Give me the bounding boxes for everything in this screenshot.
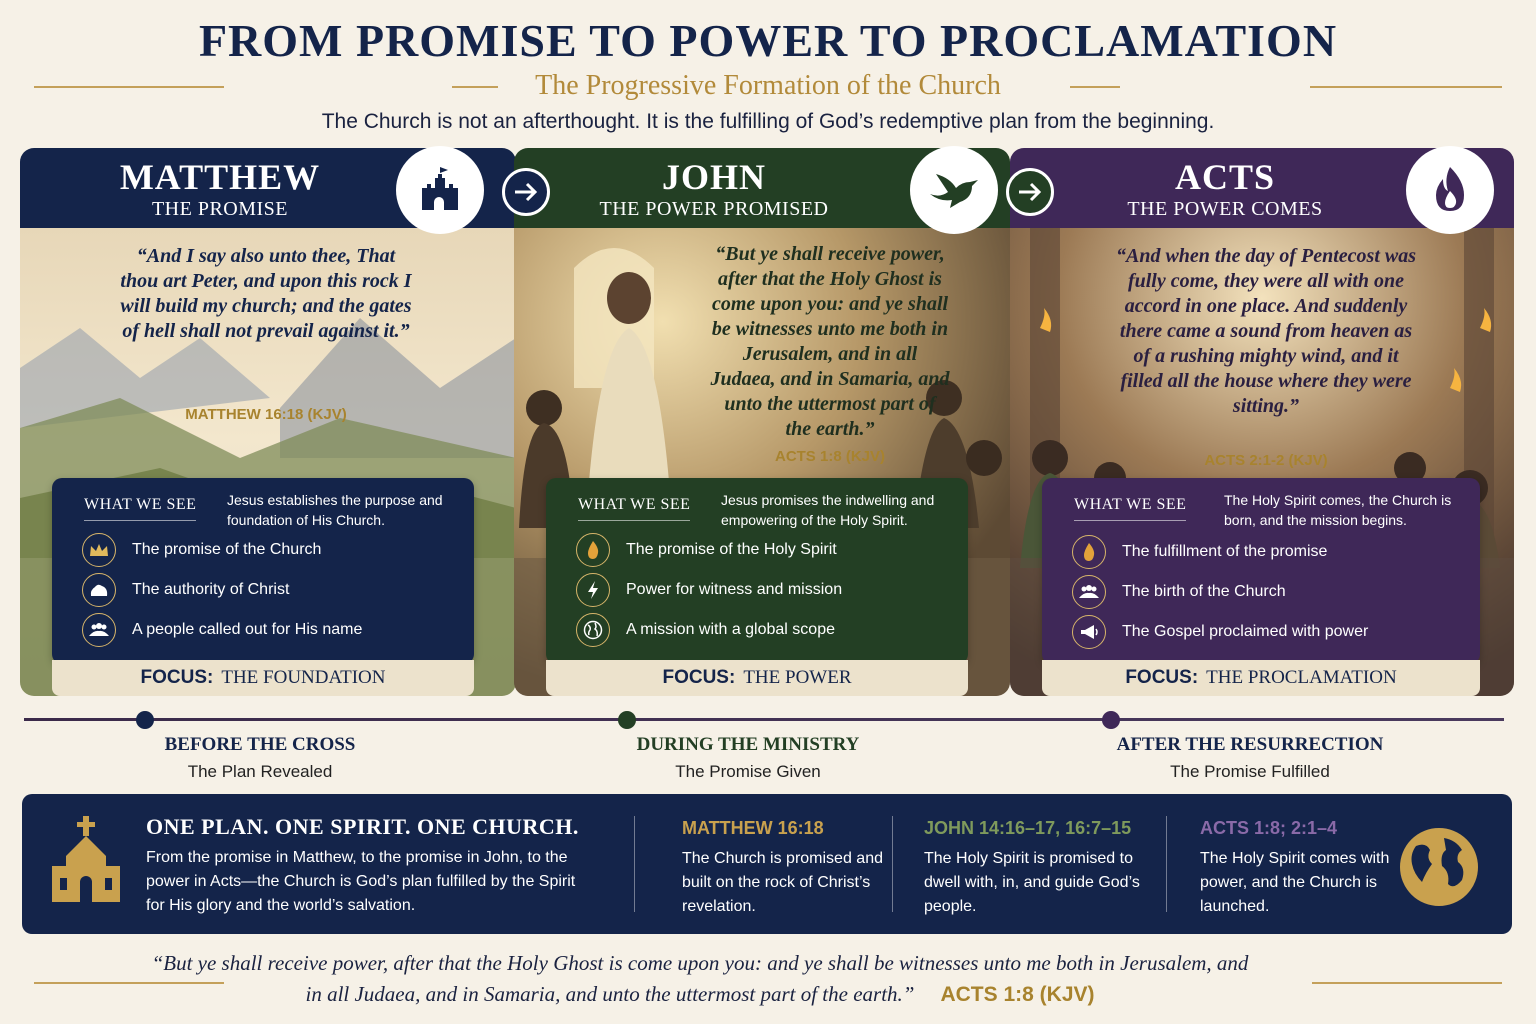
list-item <box>576 532 837 568</box>
john-quote: “But ye shall receive power, after that the Holy Ghost is come upon you: and ye shall be witnesses unto me both in Jerusalem, and in all Judaea, and in Samaria, and unto the uttermost part of the earth.” <box>710 243 950 440</box>
people-icon <box>1072 575 1106 609</box>
dove-icon <box>910 146 998 234</box>
focus-label: FOCUS: <box>1125 667 1199 688</box>
list-item-label: The fulfillment of the promise <box>1122 543 1328 560</box>
what-we-see-panel <box>1042 478 1480 664</box>
divider <box>634 816 635 912</box>
stage-title: BEFORE THE CROSS <box>164 734 356 755</box>
list-item-label: The birth of the Church <box>1122 583 1286 600</box>
subtitle-row <box>0 70 1536 104</box>
column-title: ACTS <box>1174 157 1276 197</box>
what-we-see-panel <box>546 478 968 664</box>
divider <box>1166 816 1167 912</box>
lightning-icon <box>576 573 610 607</box>
list-item <box>1072 534 1327 570</box>
fire-icon <box>1406 146 1494 234</box>
timeline-dot <box>618 711 636 729</box>
list-item-label: Power for witness and mission <box>626 581 843 598</box>
rock-icon <box>82 573 116 607</box>
list-item-label: The promise of the Church <box>132 541 322 558</box>
focus-value: THE POWER <box>743 667 852 688</box>
castle-icon <box>396 146 484 234</box>
reference-acts <box>1200 818 1390 919</box>
column-subtitle: THE PROMISE <box>151 198 289 220</box>
list-item <box>82 532 321 568</box>
list-item-label: The Gospel proclaimed with power <box>1122 623 1369 640</box>
john-quote-ref: ACTS 1:8 (KJV) <box>774 448 886 465</box>
reference-text: The Holy Spirit is promised to dwell with, in, and guide God’s people. <box>924 850 1140 915</box>
reference-title: JOHN 14:16–17, 16:7–15 <box>924 818 1132 838</box>
column-title: MATTHEW <box>119 157 321 197</box>
reference-title: ACTS 1:8; 2:1–4 <box>1200 818 1338 838</box>
stage-title: DURING THE MINISTRY <box>636 734 860 755</box>
reference-matthew <box>682 818 902 919</box>
column-title: JOHN <box>661 157 766 197</box>
globe-icon <box>576 613 610 647</box>
what-we-see-label: WHAT WE SEE <box>84 496 196 521</box>
arrow-right-icon <box>502 168 550 216</box>
intro-text: The Church is not an afterthought. It is the fulfilling of God’s redemptive plan from the beginning. <box>321 110 1215 133</box>
footer-rule-right <box>1312 982 1502 984</box>
matthew-quote-ref: MATTHEW 16:18 (KJV) <box>185 406 347 423</box>
column-subtitle: THE POWER PROMISED <box>599 198 829 220</box>
what-we-see-label: WHAT WE SEE <box>1074 496 1186 521</box>
list-item <box>1072 614 1368 650</box>
list-item <box>576 612 835 648</box>
subtitle-rule-inner-right <box>1070 86 1120 88</box>
summary-text: From the promise in Matthew, to the promise in John, to the power in Acts—the Church is God’s plan fulfilled by the Spirit for His glory and the world’s salvation. <box>146 849 576 914</box>
arrow-right-icon <box>1006 168 1054 216</box>
focus-value: THE FOUNDATION <box>221 667 386 688</box>
page-title: FROM PROMISE TO POWER TO PROCLAMATION <box>198 15 1338 66</box>
list-item <box>82 572 289 608</box>
focus-label: FOCUS: <box>662 667 736 688</box>
list-item-label: A people called out for His name <box>132 621 363 638</box>
acts-quote: “And when the day of Pentecost was fully come, they were all with one accord in one place. And suddenly there came a sound from heaven as of a rushing mighty wind, and it filled all the house where they were sitting.” <box>1116 245 1417 417</box>
summary-heading: ONE PLAN. ONE SPIRIT. ONE CHURCH. <box>146 814 579 839</box>
reference-text: The Holy Spirit comes with power, and the Church is launched. <box>1200 850 1390 915</box>
timeline-stage <box>588 734 908 782</box>
matthew-quote: “And I say also unto thee, That thou art Peter, and upon this rock I will build my church; and the gates of hell shall not prevail against it.” <box>120 245 412 342</box>
timeline-dot <box>136 711 154 729</box>
footer-quote-text: “But ye shall receive power, after that the Holy Ghost is come upon you: and ye shall be witnesses unto me both in Jerusalem, and in all Judaea, and in Samaria, and unto the uttermost part of the earth.” <box>151 951 1249 1006</box>
page-subtitle: The Progressive Formation of the Church <box>535 70 1001 101</box>
flame-icon <box>576 533 610 567</box>
stage-subtitle: The Plan Revealed <box>187 762 333 781</box>
list-item <box>576 572 842 608</box>
list-item <box>82 612 362 648</box>
footer-quote-ref: ACTS 1:8 (KJV) <box>940 983 1095 1006</box>
timeline-dot <box>1102 711 1120 729</box>
what-we-see-desc: Jesus promises the indwelling and empowering of the Holy Spirit. <box>721 492 935 528</box>
list-item-label: A mission with a global scope <box>626 621 835 638</box>
what-we-see-desc: Jesus establishes the purpose and foundation of His Church. <box>227 492 443 528</box>
focus-bar <box>1042 660 1480 696</box>
footer-quote <box>150 948 1250 1010</box>
focus-label: FOCUS: <box>140 667 214 688</box>
crown-icon <box>82 533 116 567</box>
list-item-label: The promise of the Holy Spirit <box>626 541 837 558</box>
stage-subtitle: The Promise Given <box>675 762 821 781</box>
list-item <box>1072 574 1286 610</box>
globe-icon <box>1396 824 1482 915</box>
stage-subtitle: The Promise Fulfilled <box>1170 762 1330 781</box>
what-we-see-panel <box>52 478 474 664</box>
focus-bar <box>546 660 968 696</box>
timeline-stage <box>1090 734 1410 782</box>
list-item-label: The authority of Christ <box>132 581 290 598</box>
reference-john <box>924 818 1164 919</box>
stage-title: AFTER THE RESURRECTION <box>1116 734 1384 755</box>
column-subtitle: THE POWER COMES <box>1127 198 1323 220</box>
church-icon <box>46 816 126 911</box>
reference-text: The Church is promised and built on the rock of Christ’s revelation. <box>682 850 883 915</box>
reference-title: MATTHEW 16:18 <box>682 818 824 838</box>
acts-quote-ref: ACTS 2:1-2 (KJV) <box>1204 452 1328 469</box>
divider <box>892 816 893 912</box>
timeline-stage <box>100 734 420 782</box>
flame-icon <box>1072 535 1106 569</box>
timeline-line <box>24 718 1504 721</box>
people-icon <box>82 613 116 647</box>
what-we-see-label: WHAT WE SEE <box>578 496 690 521</box>
focus-bar <box>52 660 474 696</box>
focus-value: THE PROCLAMATION <box>1206 667 1397 688</box>
megaphone-icon <box>1072 615 1106 649</box>
subtitle-rule-right <box>1310 86 1502 88</box>
what-we-see-desc: The Holy Spirit comes, the Church is born, and the mission begins. <box>1224 492 1452 528</box>
summary-band <box>22 794 1512 934</box>
